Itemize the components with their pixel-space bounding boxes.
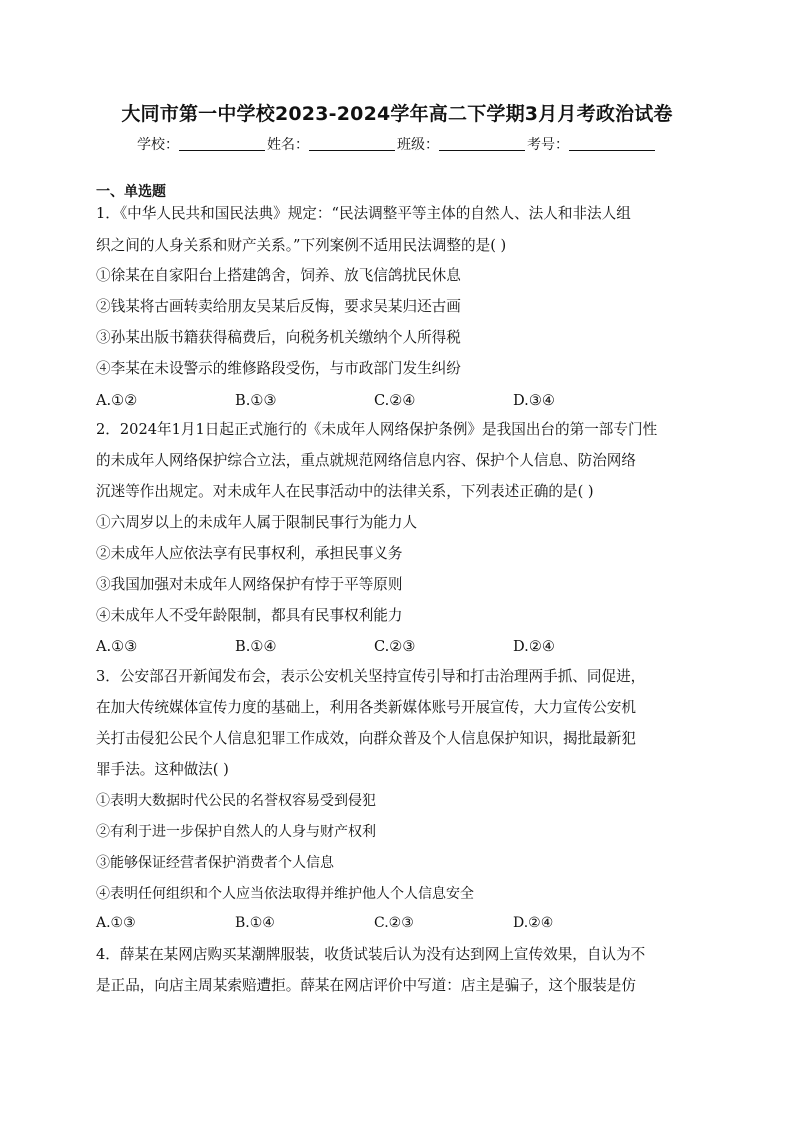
section-heading: 一、单选题 — [96, 184, 166, 200]
exam-title: 大同市第一中学校2023-2024学年高二下学期3月月考政治试卷 — [121, 103, 673, 125]
q1-statement: ①徐某在自家阳台上搭建鸽舍，饲养、放飞信鸽扰民休息 — [96, 267, 461, 284]
q1-option-b: B.①③ — [235, 392, 277, 409]
q3-option-c: C.②③ — [374, 915, 414, 931]
exam-number-field — [527, 134, 657, 154]
school-label: 学校： — [137, 137, 179, 153]
q3-statement: ①表明大数据时代公民的名誉权容易受到侵犯 — [96, 793, 376, 809]
q3-option-b: B.①④ — [235, 915, 275, 931]
q1-option-d: D.③④ — [513, 392, 555, 409]
q1-statement: ②钱某将古画转卖给朋友吴某后反悔，要求吴某归还古画 — [96, 298, 461, 315]
student-info-row — [0, 134, 794, 154]
exam-number-label: 考号： — [527, 137, 569, 153]
class-field — [397, 134, 527, 154]
q1-stem-line: 织之间的人身关系和财产关系。”下列案例不适用民法调整的是( ) — [96, 237, 507, 254]
q3-stem-line: 3．公安部召开新闻发布会，表示公安机关坚持宣传引导和打击治理两手抓、同促进， — [96, 668, 646, 685]
q3-statement: ④表明任何组织和个人应当依法取得并维护他人个人信息安全 — [96, 886, 474, 902]
q3-stem-line: 关打击侵犯公民个人信息犯罪工作成效，向群众普及个人信息保护知识，揭批最新犯 — [96, 730, 636, 747]
exam-number-blank — [569, 136, 655, 151]
q3-stem-line: 在加大传统媒体宣传力度的基础上，利用各类新媒体账号开展宣传，大力宣传公安机 — [96, 699, 636, 716]
q3-statement: ②有利于进一步保护自然人的人身与财产权利 — [96, 824, 376, 840]
q3-statement: ③能够保证经营者保护消费者个人信息 — [96, 855, 334, 871]
q1-statement: ④李某在未设警示的维修路段受伤，与市政部门发生纠纷 — [96, 360, 461, 377]
name-field — [267, 134, 397, 154]
class-blank — [439, 136, 525, 151]
name-blank — [309, 136, 395, 151]
q3-stem-line: 罪手法。这种做法( ) — [96, 761, 229, 778]
q2-statement: ③我国加强对未成年人网络保护有悖于平等原则 — [96, 576, 403, 593]
q2-option-b: B.①④ — [235, 638, 277, 655]
q1-option-c: C.②④ — [374, 392, 416, 409]
class-label: 班级： — [397, 137, 439, 153]
name-label: 姓名： — [267, 137, 309, 153]
q2-stem-line: 的未成年人网络保护综合立法，重点就规范网络信息内容、保护个人信息、防治网络 — [96, 452, 636, 469]
q1-stem-line: 1．《中华人民共和国民法典》规定：“民法调整平等主体的自然人、法人和非法人组 — [96, 205, 631, 222]
q2-option-c: C.②③ — [374, 638, 416, 655]
q2-option-a: A.①③ — [96, 638, 138, 655]
q2-option-d: D.②④ — [513, 638, 555, 655]
q2-statement: ①六周岁以上的未成年人属于限制民事行为能力人 — [96, 514, 418, 531]
q2-stem-line: 沉迷等作出规定。对未成年人在民事活动中的法律关系，下列表述正确的是( ) — [96, 483, 594, 500]
q2-statement: ②未成年人应依法享有民事权利，承担民事义务 — [96, 545, 403, 562]
q3-option-a: A.①③ — [96, 915, 136, 931]
school-blank — [179, 136, 265, 151]
q4-stem-line: 4．薛某在某网店购买某潮牌服装，收货试装后认为没有达到网上宣传效果，自认为不 — [96, 946, 646, 963]
q4-stem-line: 是正品，向店主周某索赔遭拒。薛某在网店评价中写道：店主是骗子，这个服装是仿 — [96, 977, 636, 994]
q1-statement: ③孙某出版书籍获得稿费后，向税务机关缴纳个人所得税 — [96, 329, 461, 346]
q2-statement: ④未成年人不受年龄限制，都具有民事权利能力 — [96, 607, 403, 624]
school-field — [137, 134, 267, 154]
q2-stem-line: 2．2024年1月1日起正式施行的《未成年人网络保护条例》是我国出台的第一部专门性 — [96, 421, 658, 438]
q1-option-a: A.①② — [96, 392, 138, 409]
q3-option-d: D.②④ — [513, 915, 554, 931]
